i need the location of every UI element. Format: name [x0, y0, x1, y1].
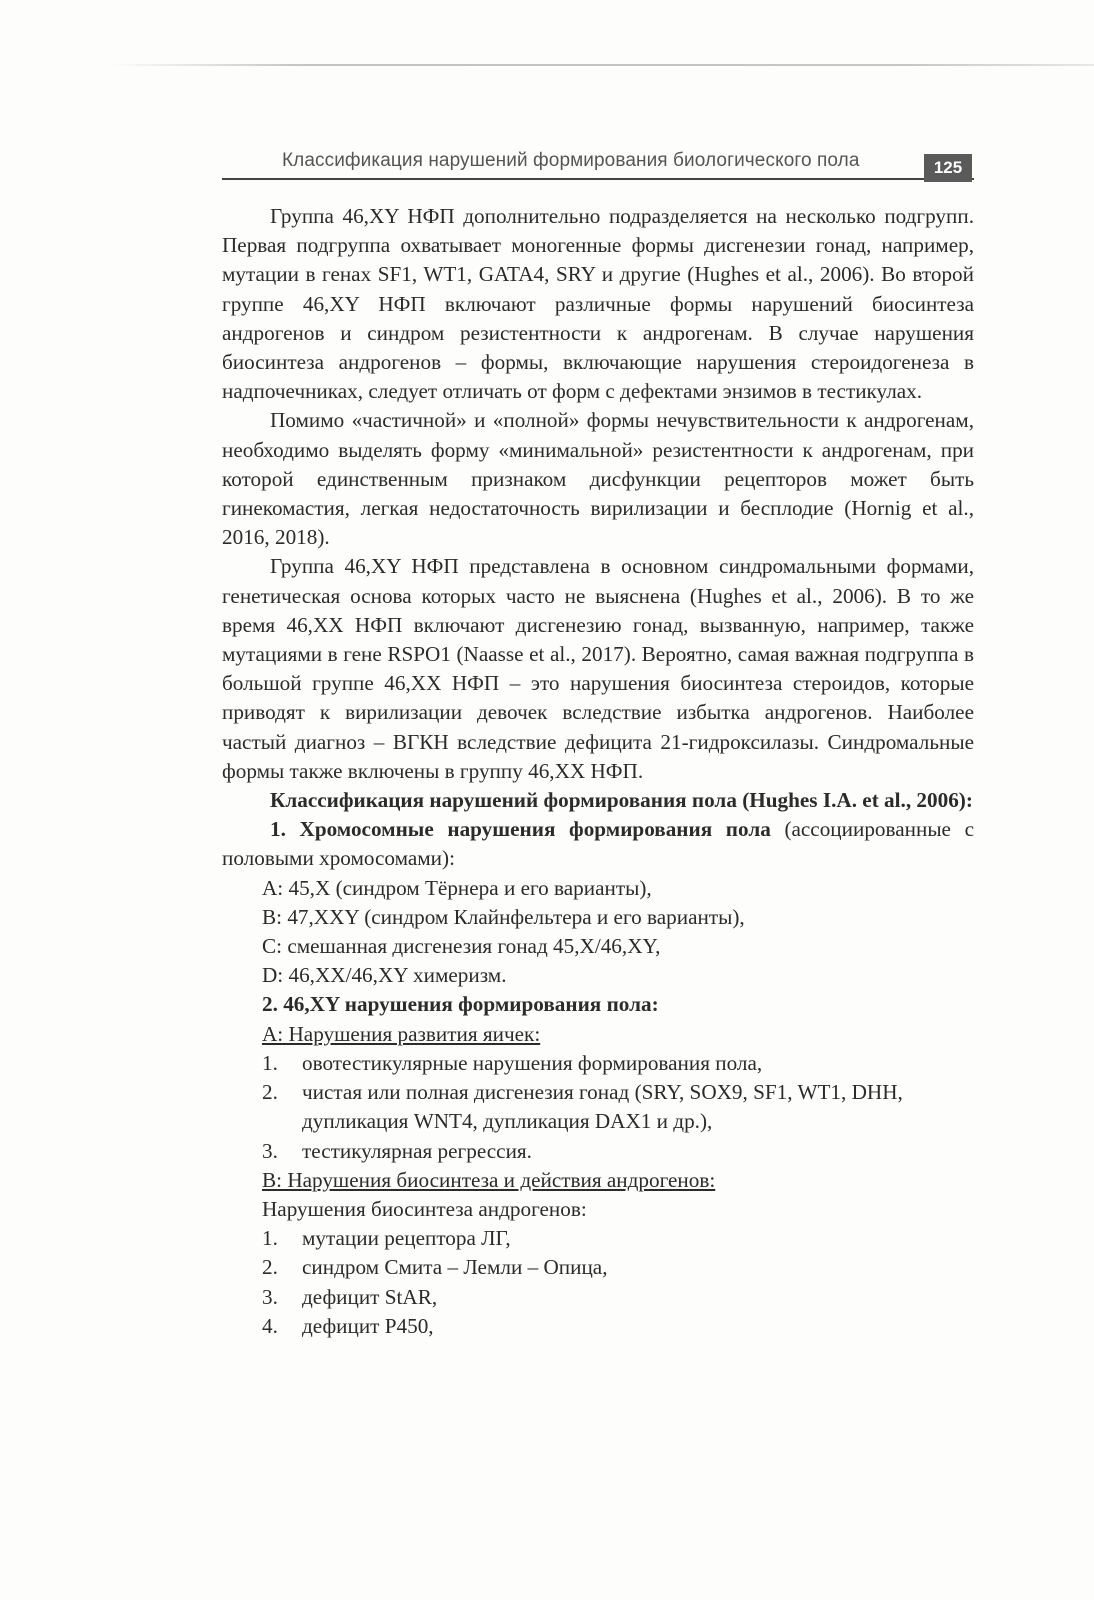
list-item: [222, 1137, 974, 1166]
section1-item-d: D: 46,XX/46,XY химеризм.: [262, 963, 507, 988]
list-item-text: синдром Смита – Лемли – Опица,: [302, 1255, 608, 1280]
list-item-text: тестикулярная регрессия.: [302, 1138, 532, 1163]
section2-subB-title: B: Нарушения биосинтеза и действия андрогенов:: [262, 1167, 716, 1192]
section1-item-a: A: 45,X (синдром Тёрнера и его варианты),: [262, 875, 652, 900]
list-item: [222, 1283, 974, 1312]
section2-title: 2. 46,XY нарушения формирования пола:: [262, 992, 659, 1017]
page-body: [222, 202, 974, 1341]
list-item: [222, 1224, 974, 1253]
section2-subA-title: A: Нарушения развития яичек:: [262, 1021, 541, 1046]
list-item: [222, 1312, 974, 1341]
list-item: [222, 1049, 974, 1078]
header-rule: [222, 178, 974, 180]
paragraph-3: Группа 46,XY НФП представлена в основном синдромальными формами, генетическая основа которых часто не выяснена (Hughes et al., 2006). В то же время 46,XX НФП включают дисгенезию гонад, вызванную, например, также мутациями в гене RSPO1 (Naasse et al., 2017). Вероятно, самая важная подгруппа в большой группе 46,XX НФП – это нарушения биосинтеза стероидов, которые приводят к вирилизации девочек вследствие избытка андрогенов. Наиболее частый диагноз – ВГКН вследствие дефицита 21-гидроксилазы. Синдромальные формы также включены в группу 46,XX НФП.: [222, 554, 974, 783]
section1-title: [222, 815, 974, 873]
section2-subB-subtitle: Нарушения биосинтеза андрогенов:: [262, 1196, 587, 1221]
header-title: Классификация нарушений формирования биологического пола: [282, 150, 860, 171]
section1-item-c: C: смешанная дисгенезия гонад 45,X/46,XY,: [262, 934, 661, 959]
classification-title: Классификация нарушений формирования пола (Hughes I.A. et al., 2006):: [270, 788, 973, 813]
list-item-number: 1.: [262, 1050, 278, 1075]
section1-title-rest: (ассоциированные с половыми хромосомами):: [222, 817, 974, 871]
page-number-badge: 125: [924, 154, 972, 182]
list-item-number: 4.: [262, 1313, 278, 1338]
paragraph-1: Группа 46,XY НФП дополнительно подразделяется на несколько подгрупп. Первая подгруппа охватывает моногенные формы дисгенезии гонад, например, мутации в генах SF1, WT1, GATA4, SRY и другие (Hughes et al., 2006). Во второй группе 46,XY НФП включают различные формы нарушений биосинтеза андрогенов и синдром резистентности к андрогенам. В случае нарушения биосинтеза андрогенов – формы, включающие нарушения стероидогенеза в надпочечниках, следует отличать от форм с дефектами энзимов в тестикулах.: [222, 204, 974, 404]
list-item-number: 2.: [262, 1080, 278, 1105]
paragraph-2: Помимо «частичной» и «полной» формы нечувствительности к андрогенам, необходимо выделять форму «минимальной» резистентности к андрогенам, при которой единственным признаком дисфункции рецепторов может быть гинекомастия, легкая недостаточность вирилизации и бесплодие (Hornig et al., 2016, 2018).: [222, 408, 974, 550]
list-item: [222, 1253, 974, 1282]
section1-title-bold: 1. Хромосомные нарушения формирования пола: [270, 817, 771, 842]
list-item: [222, 1078, 974, 1136]
list-item-text: мутации рецептора ЛГ,: [302, 1226, 511, 1251]
list-item-number: 3.: [262, 1284, 278, 1309]
scan-edge-line: [110, 64, 1094, 66]
list-item-text: овотестикулярные нарушения формирования пола,: [302, 1050, 763, 1075]
list-item-text: дефицит P450,: [302, 1313, 434, 1338]
list-item-text: дефицит StAR,: [302, 1284, 438, 1309]
list-item-text: чистая или полная дисгенезия гонад (SRY, SOX9, SF1, WT1, DHH, дупликация WNT4, дупликация DAX1 и др.),: [302, 1080, 903, 1134]
list-item-number: 2.: [262, 1255, 278, 1280]
list-item-number: 3.: [262, 1138, 278, 1163]
section1-item-b: B: 47,XXY (синдром Клайнфельтера и его варианты),: [262, 904, 745, 929]
running-header: [222, 150, 974, 182]
list-item-number: 1.: [262, 1226, 278, 1251]
